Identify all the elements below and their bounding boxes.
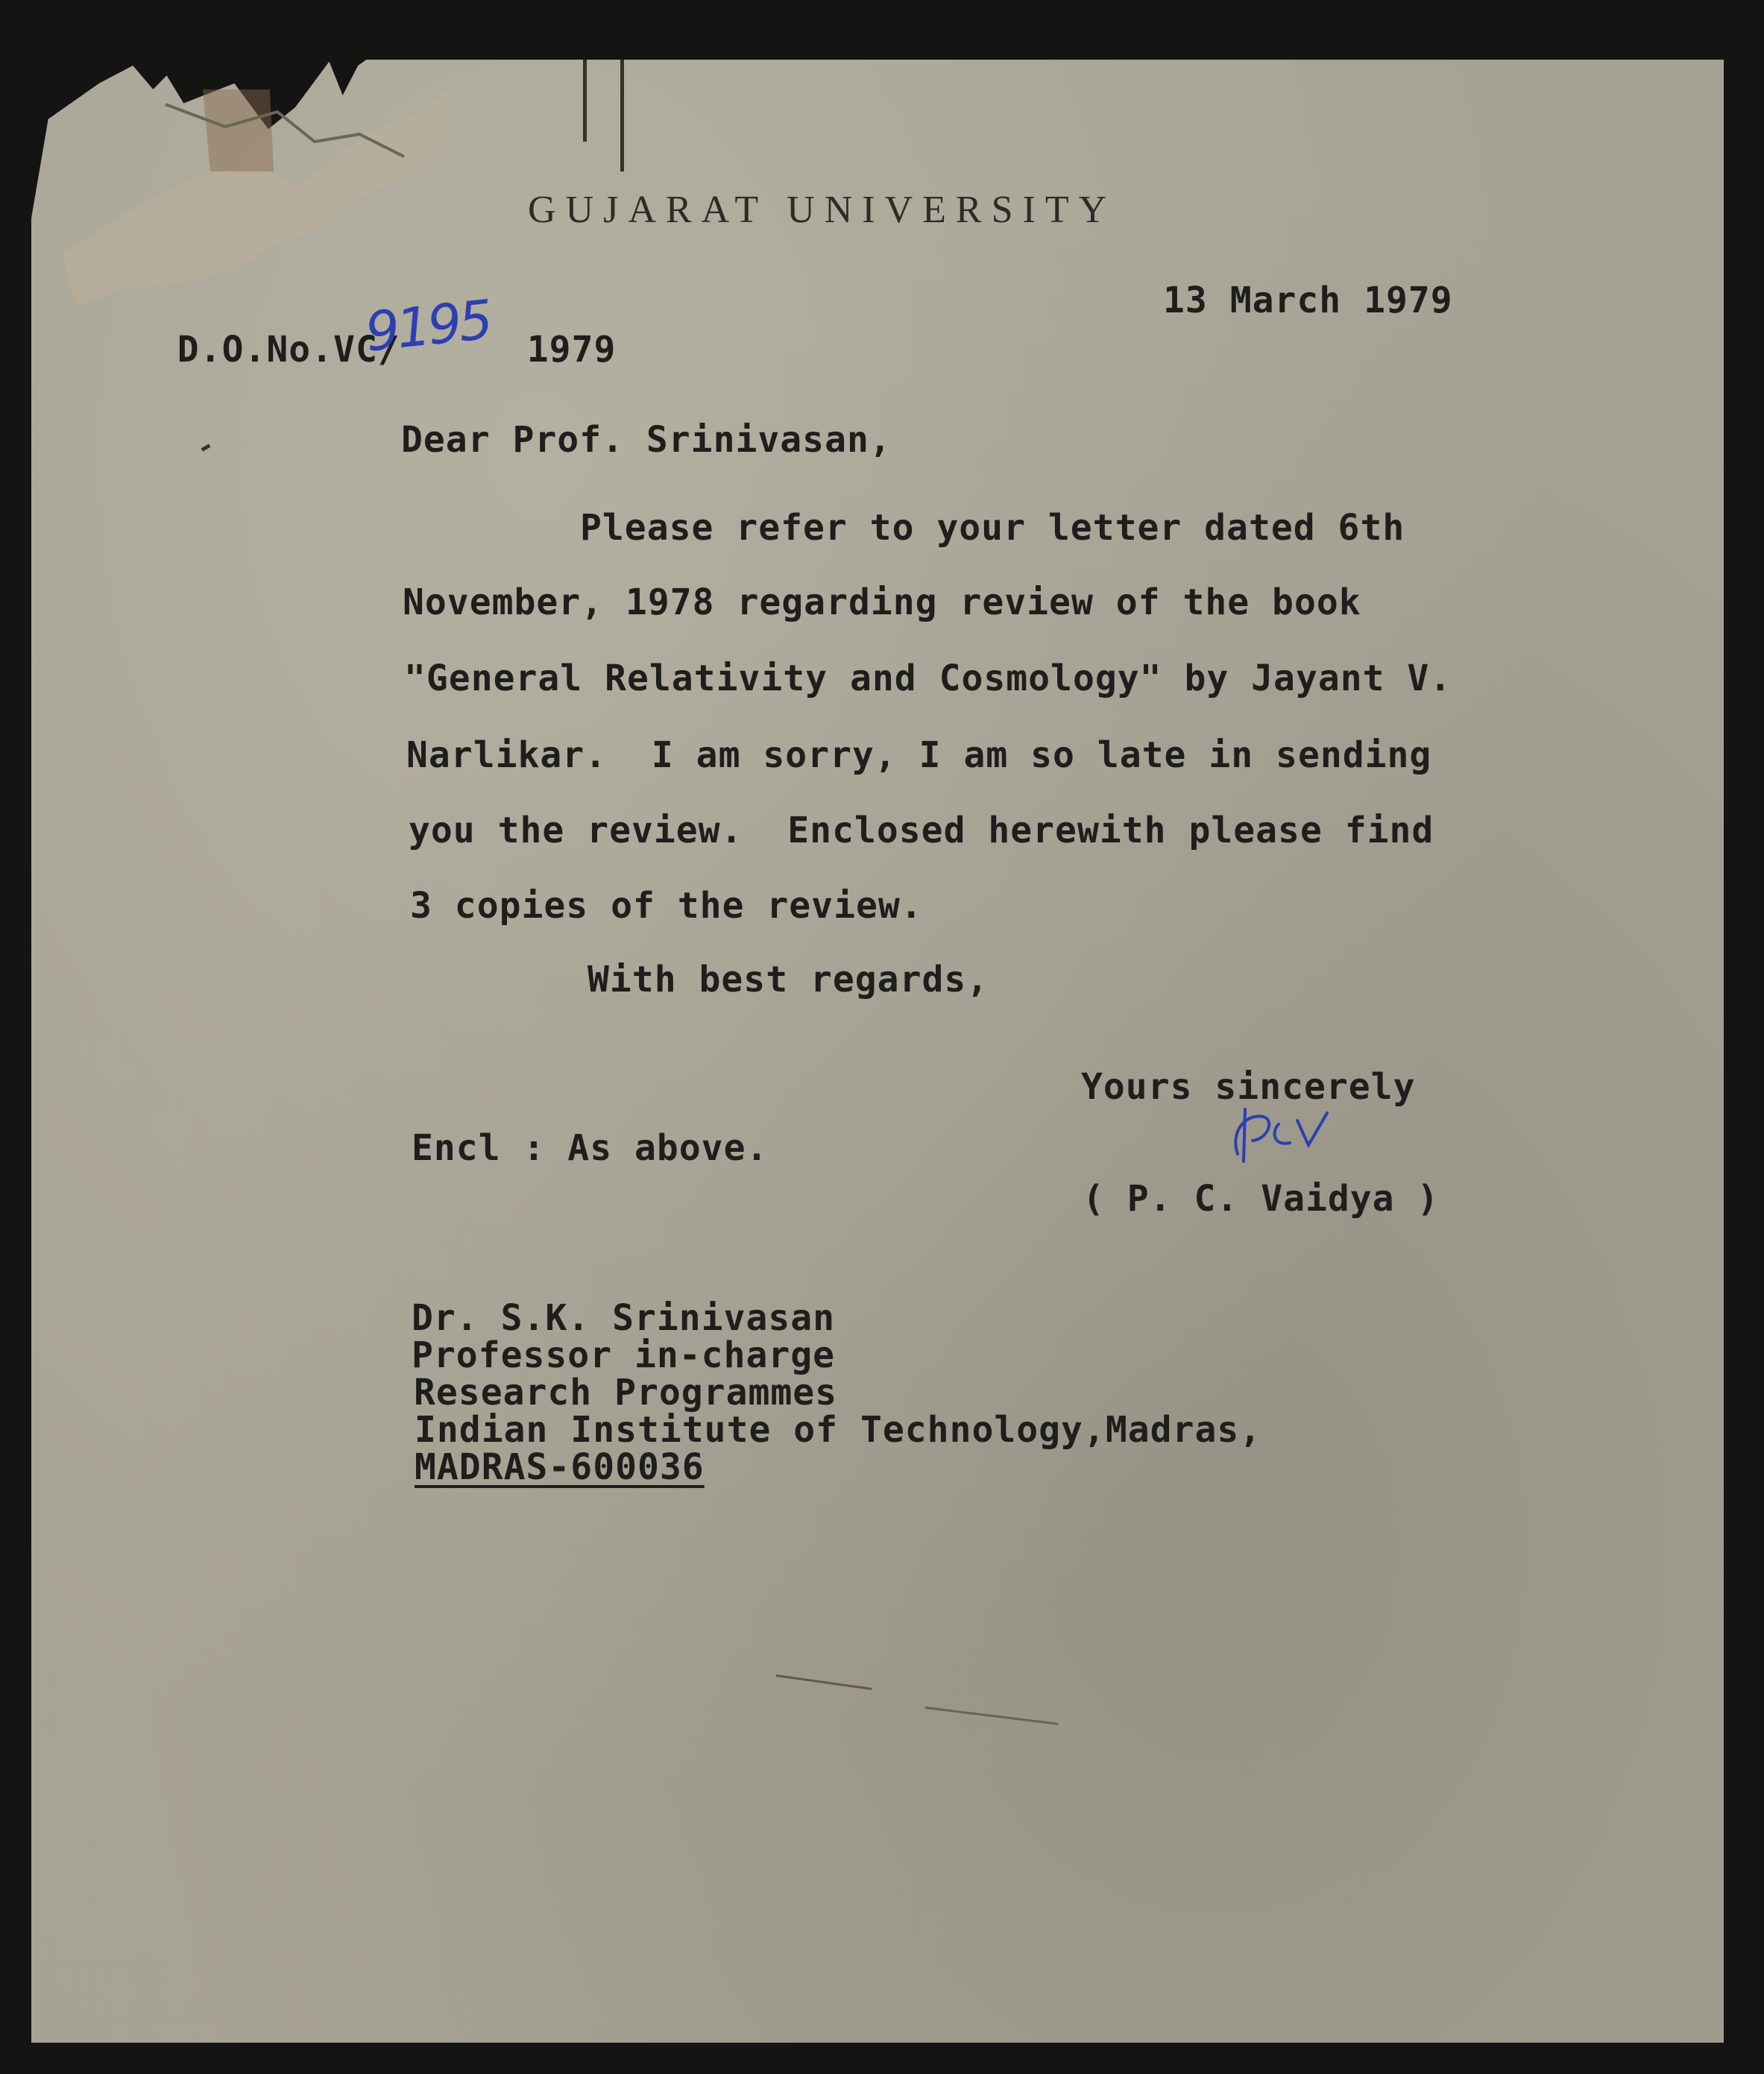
body-line-2: November, 1978 regarding review of the book (403, 581, 1361, 623)
handwritten-reference-number: 9195 (362, 288, 494, 364)
fold-line-left (583, 60, 587, 142)
valediction: Yours sincerely (1081, 1066, 1416, 1108)
signatory-name: ( P. C. Vaidya ) (1083, 1178, 1440, 1220)
body-line-4: Narlikar. I am sorry, I am so late in sending (406, 734, 1432, 776)
enclosure-note: Encl : As above. (412, 1127, 769, 1169)
letterhead: GUJARAT UNIVERSITY (528, 189, 1117, 231)
salutation: Dear Prof. Srinivasan, (401, 419, 892, 461)
body-line-5: you the review. Enclosed herewith please find (409, 810, 1434, 851)
recipient-city: MADRAS-600036 (415, 1446, 705, 1488)
body-line-1: Please refer to your letter dated 6th (580, 507, 1405, 549)
body-line-3: "General Relativity and Cosmology" by Jayant V. (404, 658, 1452, 699)
fold-line-right (620, 60, 624, 171)
closing-regards: With best regards, (588, 959, 989, 1000)
letter-date: 13 March 1979 (1163, 280, 1453, 321)
recipient-institution: Indian Institute of Technology,Madras, (415, 1409, 1262, 1451)
recipient-title: Professor in-charge (412, 1334, 836, 1376)
reference-year: 1979 (526, 329, 617, 371)
recipient-department: Research Programmes (414, 1372, 838, 1413)
rust-stain (203, 89, 274, 171)
recipient-name: Dr. S.K. Srinivasan (412, 1297, 836, 1339)
reference-prefix: D.O.No.VC/ (177, 329, 400, 371)
torn-corner-damage (31, 60, 553, 306)
body-line-6: 3 copies of the review. (410, 885, 923, 927)
handwritten-initials-signature (1223, 1102, 1357, 1169)
